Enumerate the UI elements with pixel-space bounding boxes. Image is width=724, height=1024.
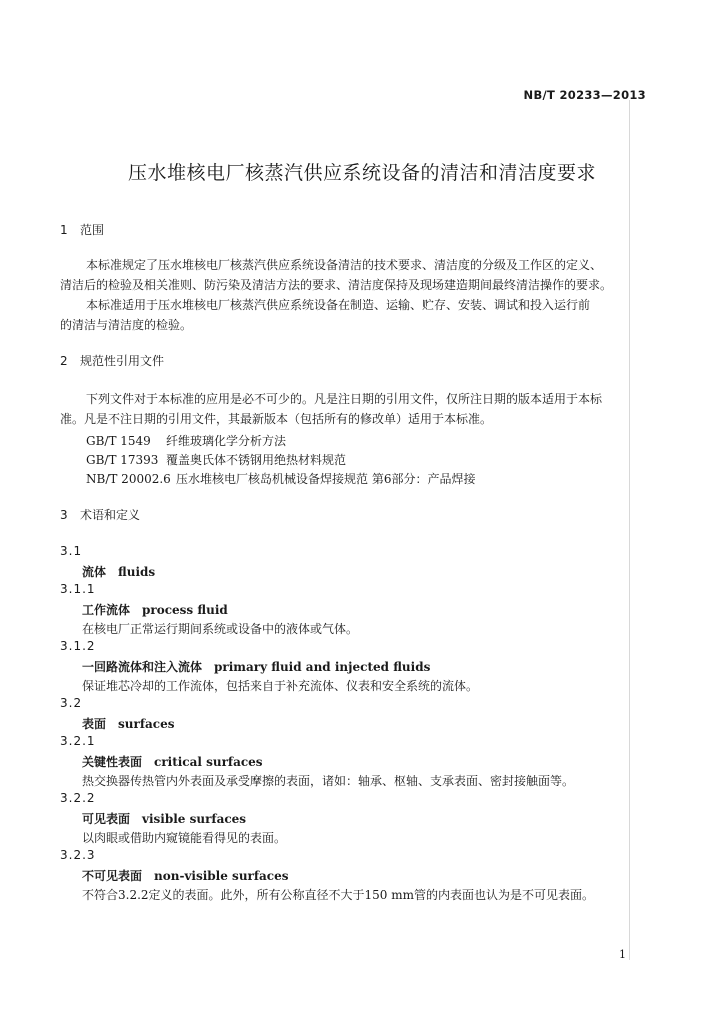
term-clause-number: 3.2.2 (60, 791, 96, 805)
document-title: 压水堆核电厂核蒸汽供应系统设备的清洁和清洁度要求 (127, 162, 596, 184)
term-heading (82, 658, 430, 675)
reference-item (86, 432, 286, 449)
reference-name: 纤维玻璃化学分析方法 (166, 434, 287, 448)
standard-number: NB/T 20233—2013 (523, 88, 646, 102)
term-zh: 可见表面 (82, 812, 131, 826)
section-number: 1 (60, 223, 68, 237)
section-number: 3 (60, 508, 68, 522)
reference-code: GB/T 1549 (86, 434, 151, 448)
term-en: surfaces (118, 717, 175, 731)
term-definition: 在核电厂正常运行期间系统或设备中的液体或气体。 (82, 622, 359, 636)
section-title: 范围 (80, 223, 105, 237)
term-heading (82, 563, 155, 580)
reference-code: NB/T 20002.6 (86, 472, 171, 486)
term-heading (82, 715, 174, 732)
term-en: critical surfaces (154, 755, 263, 769)
term-heading (82, 753, 263, 770)
term-heading (82, 810, 246, 827)
page-number: 1 (619, 948, 626, 961)
term-definition: 保证堆芯冷却的工作流体，包括来自于补充流体、仪表和安全系统的流体。 (82, 679, 479, 693)
term-zh: 不可见表面 (82, 869, 143, 883)
term-clause-number: 3.2.3 (60, 848, 96, 862)
section-number: 2 (60, 354, 68, 368)
scan-margin-line (629, 100, 630, 960)
term-definition: 热交换器传热管内外表面及承受摩擦的表面，诸如：轴承、枢轴、支承表面、密封接触面等。 (82, 774, 575, 788)
scope-para-1-line-2: 清洁后的检验及相关准则、防污染及清洁方法的要求、清洁度保持及现场建造期间最终清洁操作的要求。 (60, 278, 613, 292)
term-heading (82, 601, 228, 618)
section-2-heading (60, 352, 164, 369)
term-en: non-visible surfaces (154, 869, 289, 883)
term-heading (82, 867, 289, 884)
term-clause-number: 3.1 (60, 544, 83, 558)
scope-para-1-line-1: 本标准规定了压水堆核电厂核蒸汽供应系统设备清洁的技术要求、清洁度的分级及工作区的定义、 (86, 258, 603, 272)
term-clause-number: 3.1.1 (60, 582, 96, 596)
term-zh: 一回路流体和注入流体 (82, 660, 203, 674)
section-title: 术语和定义 (80, 508, 141, 522)
section-3-heading (60, 506, 140, 523)
reference-name: 压水堆核电厂核岛机械设备焊接规范 第6部分：产品焊接 (176, 472, 476, 486)
reference-code: GB/T 17393 (86, 453, 159, 467)
scope-para-2-line-2: 的清洁与清洁度的检验。 (60, 318, 193, 332)
term-clause-number: 3.2.1 (60, 734, 96, 748)
refs-intro-line-2: 准。凡是不注日期的引用文件，其最新版本（包括所有的修改单）适用于本标准。 (60, 412, 493, 426)
reference-item (86, 470, 475, 487)
section-title: 规范性引用文件 (80, 354, 165, 368)
term-clause-number: 3.2 (60, 696, 83, 710)
term-zh: 表面 (82, 717, 107, 731)
term-en: process fluid (142, 603, 228, 617)
term-clause-number: 3.1.2 (60, 639, 96, 653)
reference-name: 覆盖奥氏体不锈钢用绝热材料规范 (166, 453, 347, 467)
refs-intro-line-1: 下列文件对于本标准的应用是必不可少的。凡是注日期的引用文件，仅所注日期的版本适用于本标 (86, 392, 603, 406)
term-definition: 以肉眼或借助内窥镜能看得见的表面。 (82, 831, 287, 845)
term-zh: 工作流体 (82, 603, 131, 617)
term-en: visible surfaces (142, 812, 247, 826)
term-zh: 关键性表面 (82, 755, 143, 769)
term-en: fluids (118, 565, 156, 579)
term-zh: 流体 (82, 565, 107, 579)
reference-item (86, 451, 346, 468)
scope-para-2-line-1: 本标准适用于压水堆核电厂核蒸汽供应系统设备在制造、运输、贮存、安装、调试和投入运行前 (86, 298, 591, 312)
term-en: primary fluid and injected fluids (214, 660, 431, 674)
term-definition: 不符合3.2.2定义的表面。此外，所有公称直径不大于150 mm管的内表面也认为是不可见表面。 (82, 888, 595, 902)
section-1-heading (60, 221, 104, 238)
